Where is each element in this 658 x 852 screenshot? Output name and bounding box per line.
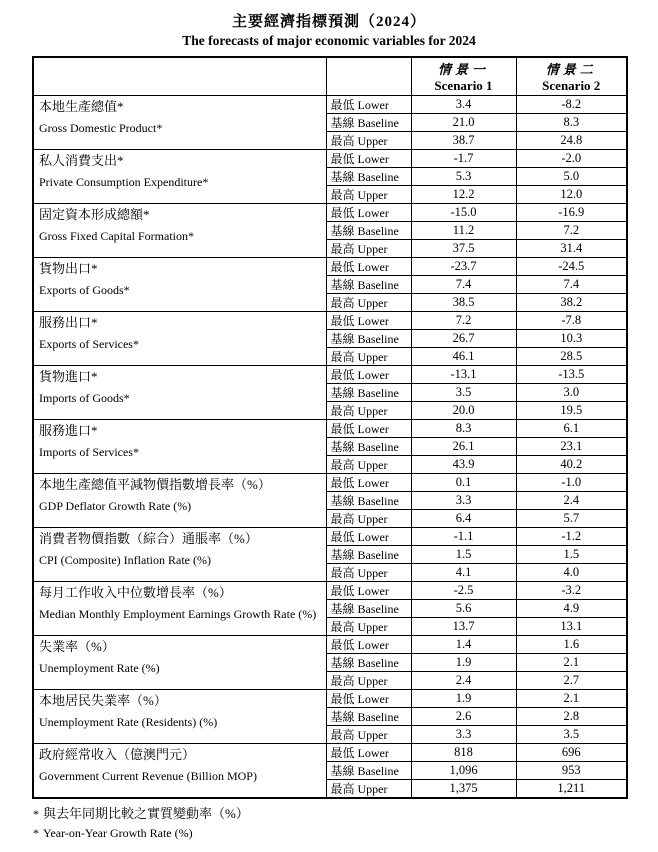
value-cell-scenario2: -8.2: [516, 95, 627, 113]
value-cell-scenario2: 19.5: [516, 401, 627, 419]
table-row: [33, 527, 627, 545]
value-cell-scenario2: 2.8: [516, 707, 627, 725]
band-label-cell: 最高 Upper: [326, 239, 411, 257]
value-cell-scenario2: 1.5: [516, 545, 627, 563]
value-cell-scenario1: 1.4: [411, 635, 516, 653]
value-cell-scenario1: -1.7: [411, 149, 516, 167]
band-label-cell: 基線 Baseline: [326, 329, 411, 347]
table-row: [33, 743, 627, 761]
indicator-label-cell: [33, 365, 326, 419]
value-cell-scenario2: 38.2: [516, 293, 627, 311]
value-cell-scenario1: 8.3: [411, 419, 516, 437]
value-cell-scenario2: 31.4: [516, 239, 627, 257]
band-label-cell: 最高 Upper: [326, 185, 411, 203]
value-cell-scenario2: 3.5: [516, 725, 627, 743]
value-cell-scenario1: 11.2: [411, 221, 516, 239]
band-label-cell: 最低 Lower: [326, 365, 411, 383]
band-label-cell: 最高 Upper: [326, 617, 411, 635]
value-cell-scenario2: 7.2: [516, 221, 627, 239]
table-row: [33, 311, 627, 329]
value-cell-scenario2: 1,211: [516, 779, 627, 798]
scenario1-header-en: Scenario 1: [434, 77, 493, 93]
value-cell-scenario1: 1.5: [411, 545, 516, 563]
indicator-label-en: Private Consumption Expenditure*: [39, 174, 209, 189]
table-row: [33, 689, 627, 707]
value-cell-scenario2: -16.9: [516, 203, 627, 221]
value-cell-scenario2: 8.3: [516, 113, 627, 131]
band-label-cell: 最低 Lower: [326, 203, 411, 221]
band-label-cell: 最高 Upper: [326, 779, 411, 798]
indicator-label-zh: 每月工作收入中位數增長率（%）: [39, 584, 232, 600]
value-cell-scenario2: 6.1: [516, 419, 627, 437]
indicator-label-en: GDP Deflator Growth Rate (%): [39, 498, 192, 513]
value-cell-scenario2: -3.2: [516, 581, 627, 599]
indicator-label-cell: [33, 149, 326, 203]
value-cell-scenario1: 43.9: [411, 455, 516, 473]
indicator-label-cell: [33, 311, 326, 365]
table-row: [33, 149, 627, 167]
scenario2-header-zh: 情景二: [545, 61, 597, 77]
indicator-label-en: Unemployment Rate (Residents) (%): [39, 714, 218, 729]
footnotes: [33, 804, 658, 843]
band-label-cell: 最高 Upper: [326, 563, 411, 581]
indicator-label-zh: 本地生產總值平減物價指數增長率（%）: [39, 476, 271, 492]
table-row: [33, 203, 627, 221]
band-label-cell: 最高 Upper: [326, 401, 411, 419]
indicator-label-cell: [33, 95, 326, 149]
band-label-cell: 基線 Baseline: [326, 113, 411, 131]
value-cell-scenario2: 4.0: [516, 563, 627, 581]
table-row: [33, 581, 627, 599]
value-cell-scenario2: 953: [516, 761, 627, 779]
indicator-label-zh: 失業率（%）: [39, 638, 115, 654]
band-label-cell: 最高 Upper: [326, 671, 411, 689]
table-row: [33, 419, 627, 437]
value-cell-scenario1: 3.4: [411, 95, 516, 113]
value-cell-scenario2: 40.2: [516, 455, 627, 473]
header-empty-band-cell: [326, 57, 411, 95]
value-cell-scenario1: 1,096: [411, 761, 516, 779]
value-cell-scenario1: 5.3: [411, 167, 516, 185]
value-cell-scenario2: -7.8: [516, 311, 627, 329]
footnote-en-text: Year-on-Year Growth Rate (%): [43, 825, 193, 840]
value-cell-scenario2: 2.1: [516, 653, 627, 671]
value-cell-scenario2: 2.7: [516, 671, 627, 689]
indicator-label-cell: [33, 581, 326, 635]
indicator-label-zh: 本地生產總值*: [39, 98, 124, 114]
band-label-cell: 最低 Lower: [326, 419, 411, 437]
value-cell-scenario2: 24.8: [516, 131, 627, 149]
band-label-cell: 最低 Lower: [326, 311, 411, 329]
value-cell-scenario1: 1.9: [411, 689, 516, 707]
indicator-label-zh: 本地居民失業率（%）: [39, 692, 167, 708]
value-cell-scenario1: 6.4: [411, 509, 516, 527]
band-label-cell: 基線 Baseline: [326, 707, 411, 725]
indicator-label-en: Median Monthly Employment Earnings Growth Rate (%): [39, 606, 317, 621]
value-cell-scenario1: 13.7: [411, 617, 516, 635]
value-cell-scenario2: -1.0: [516, 473, 627, 491]
value-cell-scenario2: 23.1: [516, 437, 627, 455]
value-cell-scenario1: -23.7: [411, 257, 516, 275]
band-label-cell: 最低 Lower: [326, 473, 411, 491]
value-cell-scenario1: 37.5: [411, 239, 516, 257]
header-empty-label-cell: [33, 57, 326, 95]
value-cell-scenario1: 7.4: [411, 275, 516, 293]
value-cell-scenario1: 38.7: [411, 131, 516, 149]
band-label-cell: 最低 Lower: [326, 689, 411, 707]
value-cell-scenario1: 2.6: [411, 707, 516, 725]
footnote-marker: *: [33, 806, 39, 821]
indicator-label-en: Imports of Services*: [39, 444, 139, 459]
table-row: [33, 257, 627, 275]
value-cell-scenario2: 28.5: [516, 347, 627, 365]
band-label-cell: 最低 Lower: [326, 527, 411, 545]
indicator-label-zh: 消費者物價指數（綜合）通脹率（%）: [39, 530, 258, 546]
value-cell-scenario1: -15.0: [411, 203, 516, 221]
value-cell-scenario1: -1.1: [411, 527, 516, 545]
scenario1-header-zh: 情景一: [437, 61, 489, 77]
indicator-label-en: Exports of Goods*: [39, 282, 130, 297]
value-cell-scenario2: 12.0: [516, 185, 627, 203]
value-cell-scenario1: 46.1: [411, 347, 516, 365]
indicator-label-en: Unemployment Rate (%): [39, 660, 160, 675]
value-cell-scenario2: 1.6: [516, 635, 627, 653]
band-label-cell: 最高 Upper: [326, 347, 411, 365]
band-label-cell: 基線 Baseline: [326, 761, 411, 779]
table-row: [33, 635, 627, 653]
band-label-cell: 基線 Baseline: [326, 599, 411, 617]
band-label-cell: 最低 Lower: [326, 581, 411, 599]
indicator-label-zh: 政府經常收入（億澳門元）: [39, 746, 196, 762]
indicator-label-en: CPI (Composite) Inflation Rate (%): [39, 552, 211, 567]
footnote-en: [33, 824, 658, 843]
page-title-en: The forecasts of major economic variables for 2024: [182, 33, 476, 48]
footnote-zh-text: 與去年同期比較之實質變動率（%）: [43, 805, 249, 821]
value-cell-scenario1: 0.1: [411, 473, 516, 491]
value-cell-scenario2: 13.1: [516, 617, 627, 635]
band-label-cell: 基線 Baseline: [326, 383, 411, 401]
value-cell-scenario1: 2.4: [411, 671, 516, 689]
scenario2-header-en: Scenario 2: [542, 77, 601, 93]
value-cell-scenario1: 1.9: [411, 653, 516, 671]
value-cell-scenario1: 3.5: [411, 383, 516, 401]
band-label-cell: 基線 Baseline: [326, 653, 411, 671]
indicator-label-en: Imports of Goods*: [39, 390, 130, 405]
value-cell-scenario2: -24.5: [516, 257, 627, 275]
indicator-label-cell: [33, 473, 326, 527]
value-cell-scenario2: 2.4: [516, 491, 627, 509]
table-row: [33, 365, 627, 383]
indicator-label-cell: [33, 419, 326, 473]
value-cell-scenario2: -2.0: [516, 149, 627, 167]
value-cell-scenario1: 7.2: [411, 311, 516, 329]
indicator-label-en: Gross Fixed Capital Formation*: [39, 228, 194, 243]
band-label-cell: 基線 Baseline: [326, 275, 411, 293]
value-cell-scenario2: 5.7: [516, 509, 627, 527]
forecast-table: [32, 56, 628, 799]
value-cell-scenario1: 21.0: [411, 113, 516, 131]
band-label-cell: 基線 Baseline: [326, 167, 411, 185]
band-label-cell: 最低 Lower: [326, 743, 411, 761]
indicator-label-en: Exports of Services*: [39, 336, 139, 351]
indicator-label-zh: 固定資本形成總額*: [39, 206, 150, 222]
value-cell-scenario1: 26.1: [411, 437, 516, 455]
value-cell-scenario2: 3.0: [516, 383, 627, 401]
value-cell-scenario1: 1,375: [411, 779, 516, 798]
band-label-cell: 最低 Lower: [326, 95, 411, 113]
indicator-label-en: Government Current Revenue (Billion MOP): [39, 768, 257, 783]
scenario1-header: [411, 57, 516, 95]
value-cell-scenario2: 10.3: [516, 329, 627, 347]
indicator-label-cell: [33, 635, 326, 689]
indicator-label-zh: 服務進口*: [39, 422, 98, 438]
band-label-cell: 最高 Upper: [326, 293, 411, 311]
band-label-cell: 最高 Upper: [326, 509, 411, 527]
value-cell-scenario1: 12.2: [411, 185, 516, 203]
indicator-label-cell: [33, 743, 326, 798]
value-cell-scenario2: 5.0: [516, 167, 627, 185]
footnote-marker: *: [33, 825, 39, 840]
table-row: [33, 95, 627, 113]
band-label-cell: 最高 Upper: [326, 131, 411, 149]
indicator-label-zh: 貨物出口*: [39, 260, 98, 276]
value-cell-scenario1: -2.5: [411, 581, 516, 599]
band-label-cell: 最低 Lower: [326, 257, 411, 275]
indicator-label-cell: [33, 527, 326, 581]
value-cell-scenario1: 20.0: [411, 401, 516, 419]
value-cell-scenario1: 38.5: [411, 293, 516, 311]
value-cell-scenario1: 3.3: [411, 725, 516, 743]
band-label-cell: 基線 Baseline: [326, 491, 411, 509]
band-label-cell: 最低 Lower: [326, 149, 411, 167]
indicator-label-cell: [33, 689, 326, 743]
band-label-cell: 基線 Baseline: [326, 437, 411, 455]
value-cell-scenario1: 5.6: [411, 599, 516, 617]
band-label-cell: 基線 Baseline: [326, 545, 411, 563]
band-label-cell: 最低 Lower: [326, 635, 411, 653]
indicator-label-zh: 貨物進口*: [39, 368, 98, 384]
value-cell-scenario1: 4.1: [411, 563, 516, 581]
value-cell-scenario1: 3.3: [411, 491, 516, 509]
value-cell-scenario2: 2.1: [516, 689, 627, 707]
scenario2-header: [516, 57, 627, 95]
page-title-zh: 主要經濟指標預測（2024）: [231, 14, 426, 30]
band-label-cell: 基線 Baseline: [326, 221, 411, 239]
indicator-label-cell: [33, 203, 326, 257]
value-cell-scenario1: 818: [411, 743, 516, 761]
band-label-cell: 最高 Upper: [326, 455, 411, 473]
indicator-label-zh: 服務出口*: [39, 314, 98, 330]
table-row: [33, 473, 627, 491]
footnote-zh: [33, 804, 658, 824]
value-cell-scenario1: -13.1: [411, 365, 516, 383]
indicator-label-cell: [33, 257, 326, 311]
value-cell-scenario1: 26.7: [411, 329, 516, 347]
value-cell-scenario2: -1.2: [516, 527, 627, 545]
value-cell-scenario2: 7.4: [516, 275, 627, 293]
band-label-cell: 最高 Upper: [326, 725, 411, 743]
value-cell-scenario2: -13.5: [516, 365, 627, 383]
value-cell-scenario2: 696: [516, 743, 627, 761]
table-header-row: [33, 57, 627, 95]
indicator-label-en: Gross Domestic Product*: [39, 120, 163, 135]
value-cell-scenario2: 4.9: [516, 599, 627, 617]
indicator-label-zh: 私人消費支出*: [39, 152, 124, 168]
